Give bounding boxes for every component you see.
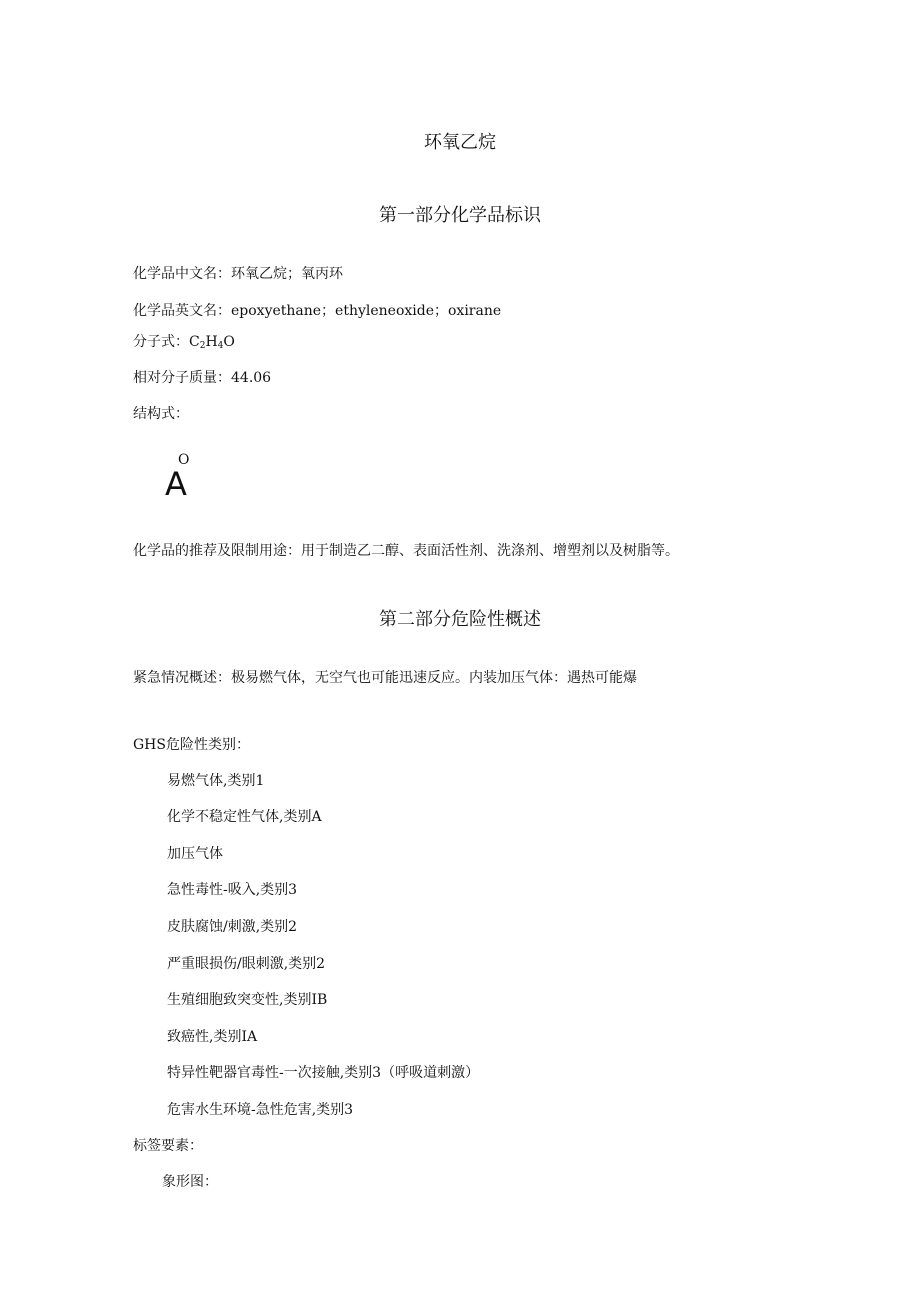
english-name: 化学品英文名：epoxyethane；ethyleneoxide；oxirane	[133, 303, 502, 319]
ghs-item: 生殖细胞致突变性,类别IB	[167, 992, 328, 1008]
formula-subscript: 2	[199, 341, 206, 351]
document-title: 环氧乙烷	[424, 132, 496, 153]
formula-subscript: 4	[217, 341, 224, 351]
structure-oxygen: O	[178, 452, 190, 468]
ghs-item: 加压气体	[167, 846, 223, 862]
emergency-overview: 紧急情况概述：极易燃气体，无空气也可能迅速反应。内装加压气体：遇热可能爆	[133, 670, 637, 686]
label-elements: 标签要素：	[133, 1138, 203, 1154]
structure-label: 结构式：	[133, 406, 189, 422]
chinese-name: 化学品中文名：环氧乙烷；氧丙环	[133, 266, 343, 282]
structure-ring: A	[165, 465, 187, 503]
section2-heading: 第二部分危险性概述	[379, 609, 541, 630]
molecular-mass: 相对分子质量：44.06	[133, 370, 272, 386]
ghs-item: 化学不稳定性气体,类别A	[167, 809, 322, 825]
ghs-item: 危害水生环境-急性危害,类别3	[167, 1102, 354, 1118]
ghs-item: 皮肤腐蚀/刺激,类别2	[167, 919, 298, 935]
formula-label: 分子式：	[133, 334, 189, 350]
ghs-item: 急性毒性-吸入,类别3	[167, 882, 298, 898]
molecular-formula	[133, 333, 235, 355]
pictogram-label: 象形图：	[162, 1174, 218, 1190]
section1-heading: 第一部分化学品标识	[379, 205, 541, 226]
ghs-label: GHS危险性类别：	[133, 737, 250, 753]
ghs-item: 致癌性,类别IA	[167, 1029, 258, 1045]
recommended-usage: 化学品的推荐及限制用途：用于制造乙二醇、表面活性剂、洗涤剂、增塑剂以及树脂等。	[133, 543, 679, 559]
ghs-item: 严重眼损伤/眼刺激,类别2	[167, 956, 326, 972]
formula-element: C	[189, 334, 200, 350]
ghs-item: 特异性靶器官毒性-一次接触,类别3（呼吸道刺激）	[167, 1065, 480, 1081]
ghs-item: 易燃气体,类别1	[167, 773, 265, 789]
formula-element: O	[223, 334, 235, 350]
formula-element: H	[205, 334, 218, 350]
